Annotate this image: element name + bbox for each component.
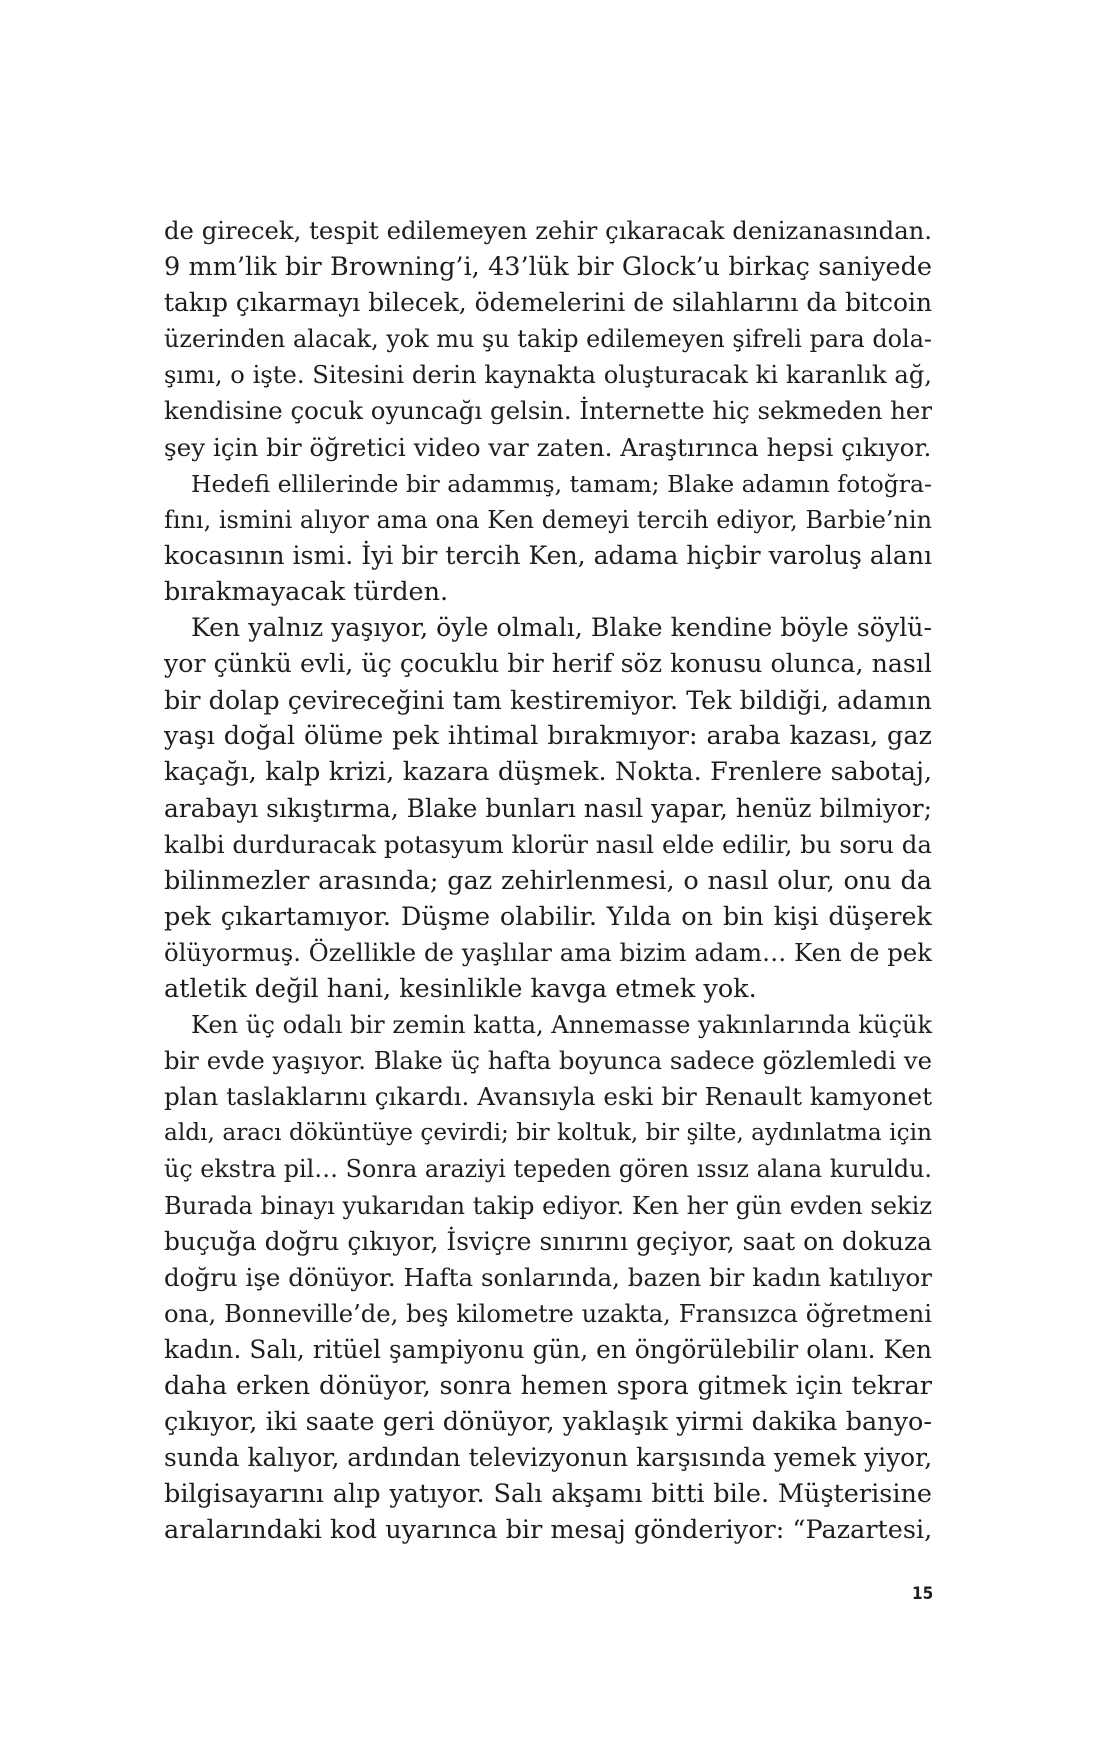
text-line: fını, ismini alıyor ama ona Ken demeyi tercih ediyor, Barbie’nin <box>164 505 932 534</box>
text-line: kaçağı, kalp krizi, kazara düşmek. Nokta. Frenlere sabotaj, <box>164 757 932 788</box>
text-line: Ken yalnız yaşıyor, öyle olmalı, Blake kendine böyle söylü- <box>191 613 932 643</box>
text-line: de girecek, tespit edilemeyen zehir çıkaracak denizanasından. <box>164 216 932 245</box>
text-line: pek çıkartamıyor. Düşme olabilir. Yılda on bin kişi düşerek <box>164 901 932 932</box>
text-line: doğru işe dönüyor. Hafta sonlarında, bazen bir kadın katılıyor <box>164 1262 932 1292</box>
text-line: sunda kalıyor, ardından televizyonun karşısında yemek yiyor, <box>164 1443 933 1473</box>
text-line: üç ekstra pil… Sonra araziyi tepeden gören ıssız alana kuruldu. <box>164 1155 932 1184</box>
text-line: aldı, aracı döküntüye çevirdi; bir koltuk, bir şilte, aydınlatma için <box>164 1119 932 1147</box>
paragraph <box>164 466 932 610</box>
text-line: şey için bir öğretici video var zaten. Araştırınca hepsi çıkıyor. <box>164 432 932 462</box>
text-line: aralarındaki kod uyarınca bir mesaj gönderiyor: “Pazartesi, <box>164 1515 933 1546</box>
text-line: yaşı doğal ölüme pek ihtimal bırakmıyor: araba kazası, gaz <box>164 721 932 752</box>
text-line: daha erken dönüyor, sonra hemen spora gitmek için tekrar <box>164 1371 932 1401</box>
text-line: ölüyormuş. Özellikle de yaşlılar ama bizim adam… Ken de pek <box>164 937 932 967</box>
text-line: Burada binayı yukarıdan takip ediyor. Ken her gün evden sekiz <box>164 1191 932 1220</box>
body-text <box>164 213 932 1548</box>
paragraph <box>164 610 932 1007</box>
paragraph <box>164 213 932 466</box>
text-line: bilinmezler arasında; gaz zehirlenmesi, o nasıl olur, onu da <box>164 865 932 896</box>
text-line: bir dolap çevireceğini tam kestiremiyor. Tek bildiği, adamın <box>164 685 932 716</box>
text-line: bırakmayacak türden. <box>164 576 449 607</box>
text-line: kalbi durduracak potasyum klorür nasıl elde edilir, bu soru da <box>164 829 932 859</box>
text-line: üzerinden alacak, yok mu şu takip edilemeyen şifreli para dola- <box>164 325 932 354</box>
paragraph <box>164 1007 932 1548</box>
text-line: ona, Bonneville’de, beş kilometre uzakta, Fransızca öğretmeni <box>164 1299 932 1328</box>
text-line: atletik değil hani, kesinlikle kavga etmek yok. <box>164 973 757 1004</box>
text-line: yor çünkü evli, üç çocuklu bir herif söz konusu olunca, nasıl <box>164 649 932 679</box>
text-line: bilgisayarını alıp yatıyor. Salı akşamı bitti bile. Müşterisine <box>164 1479 932 1510</box>
text-line: kocasının ismi. İyi bir tercih Ken, adama hiçbir varoluş alanı <box>164 540 933 570</box>
text-line: çıkıyor, iki saate geri dönüyor, yaklaşık yirmi dakika banyo- <box>164 1407 932 1438</box>
text-line: Hedefi ellilerinde bir adammış, tamam; Blake adamın fotoğra- <box>191 469 932 498</box>
text-line: plan taslaklarını çıkardı. Avansıyla eski bir Renault kamyonet <box>164 1082 933 1112</box>
text-line: 9 mm’lik bir Browning’i, 43’lük bir Glock’u birkaç saniyede <box>164 252 932 283</box>
text-line: takıp çıkarmayı bilecek, ödemelerini de silahlarını da bitcoin <box>164 288 933 318</box>
text-line: arabayı sıkıştırma, Blake bunları nasıl yapar, henüz bilmiyor; <box>164 793 932 823</box>
text-line: kadın. Salı, ritüel şampiyonu gün, en öngörülebilir olanı. Ken <box>164 1334 932 1364</box>
text-line: bir evde yaşıyor. Blake üç hafta boyunca sadece gözlemledi ve <box>164 1046 932 1076</box>
text-line: kendisine çocuk oyuncağı gelsin. İnternette hiç sekmeden her <box>164 396 932 426</box>
text-line: şımı, o işte. Sitesini derin kaynakta oluşturacak ki karanlık ağ, <box>164 361 932 390</box>
text-line: buçuğa doğru çıkıyor, İsviçre sınırını geçiyor, saat on dokuza <box>164 1226 932 1256</box>
text-line: Ken üç odalı bir zemin katta, Annemasse yakınlarında küçük <box>191 1011 933 1040</box>
page-number: 15 <box>912 1584 934 1604</box>
